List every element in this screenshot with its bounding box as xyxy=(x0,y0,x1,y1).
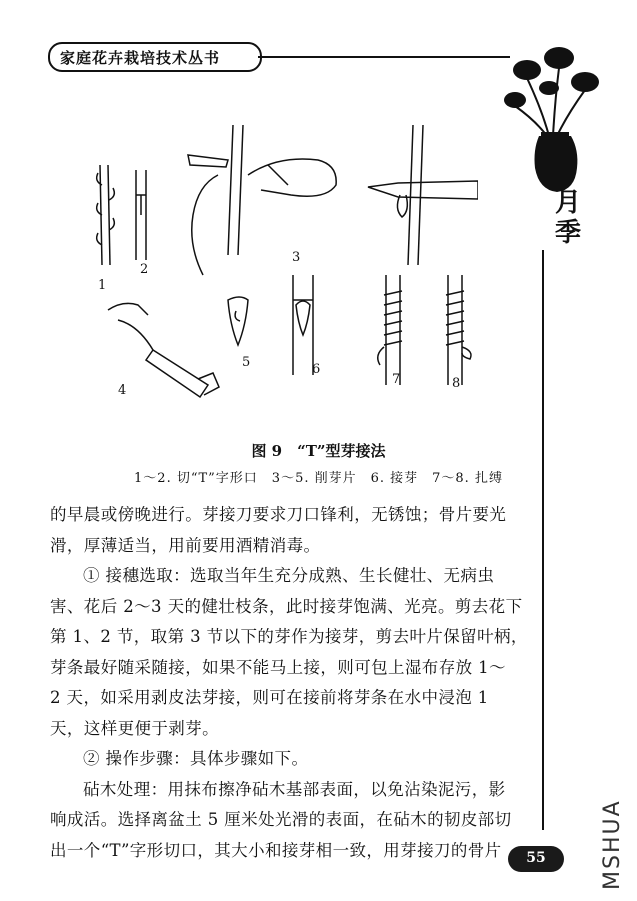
panel-7-wrap xyxy=(378,275,402,385)
panel-5-bud-shield xyxy=(228,297,248,345)
header-rule xyxy=(258,56,510,58)
body-line: 响成活。选择离盆土 5 厘米处光滑的表面，在砧木的韧皮部切 xyxy=(50,810,512,829)
body-line: 砧木处理：用抹布擦净砧木基部表面，以免沾染泥污，影 xyxy=(83,779,506,799)
chapter-label: 月季 xyxy=(554,188,581,248)
series-banner xyxy=(48,42,262,72)
panel-number-7: 7 xyxy=(392,372,401,387)
panel-number-1: 1 xyxy=(98,278,107,293)
body-line: 第 1、2 节，取第 3 节以下的芽作为接芽，剪去叶片保留叶柄， xyxy=(50,627,528,646)
panel-8-tied xyxy=(446,275,471,385)
page-number-badge xyxy=(508,846,564,872)
panel-number-3: 3 xyxy=(292,250,301,265)
body-line: 出一个“T”字形切口，其大小和接芽相一致，用芽接刀的骨片 xyxy=(50,840,502,860)
t-budding-illustration xyxy=(78,115,478,415)
body-text xyxy=(50,500,528,866)
side-rule xyxy=(542,250,544,830)
panel-number-5: 5 xyxy=(242,355,251,370)
panel-number-8: 8 xyxy=(452,376,461,391)
panel-3b-knife-bud xyxy=(368,125,478,265)
panel-number-4: 4 xyxy=(118,383,127,398)
panel-6-bud-inserted xyxy=(293,275,313,375)
panel-2-t-cut xyxy=(136,170,146,260)
body-line: 天，这样更便于剥芽。 xyxy=(50,718,219,738)
body-line: ② 操作步骤：具体步骤如下。 xyxy=(83,749,309,768)
body-line: 害、花后 2～3 天的健壮枝条，此时接芽饱满、光亮。剪去花下 xyxy=(50,596,523,616)
panel-3-hands xyxy=(188,125,336,275)
body-line: 2 天，如采用剥皮法芽接，则可在接前将芽条在水中浸泡 1 xyxy=(50,688,489,707)
figure-caption-title: 图 9 “T”型芽接法 xyxy=(251,442,386,460)
panel-number-2: 2 xyxy=(140,262,149,277)
body-line: 滑，厚薄适当，用前要用酒精消毒。 xyxy=(50,535,321,555)
body-line: ① 接穗选取：选取当年生充分成熟、生长健壮、无病虫 xyxy=(83,566,495,585)
page-number: 55 xyxy=(526,850,546,866)
body-line: 芽条最好随采随接，如果不能马上接，则可包上湿布存放 1～ xyxy=(50,657,506,677)
flower-vase-icon xyxy=(497,40,607,200)
figure-caption-legend: 1～2. 切“T”字形口 3～5. 削芽片 6. 接芽 7～8. 扎缚 xyxy=(134,471,503,486)
watermark: MSHUA xyxy=(600,799,625,890)
panel-1-stem xyxy=(97,165,115,265)
panel-number-6: 6 xyxy=(312,362,321,377)
series-title: 家庭花卉栽培技术丛书 xyxy=(60,49,221,67)
body-line: 的早晨或傍晚进行。芽接刀要求刀口锋利，无锈蚀；骨片要光 xyxy=(50,505,507,524)
